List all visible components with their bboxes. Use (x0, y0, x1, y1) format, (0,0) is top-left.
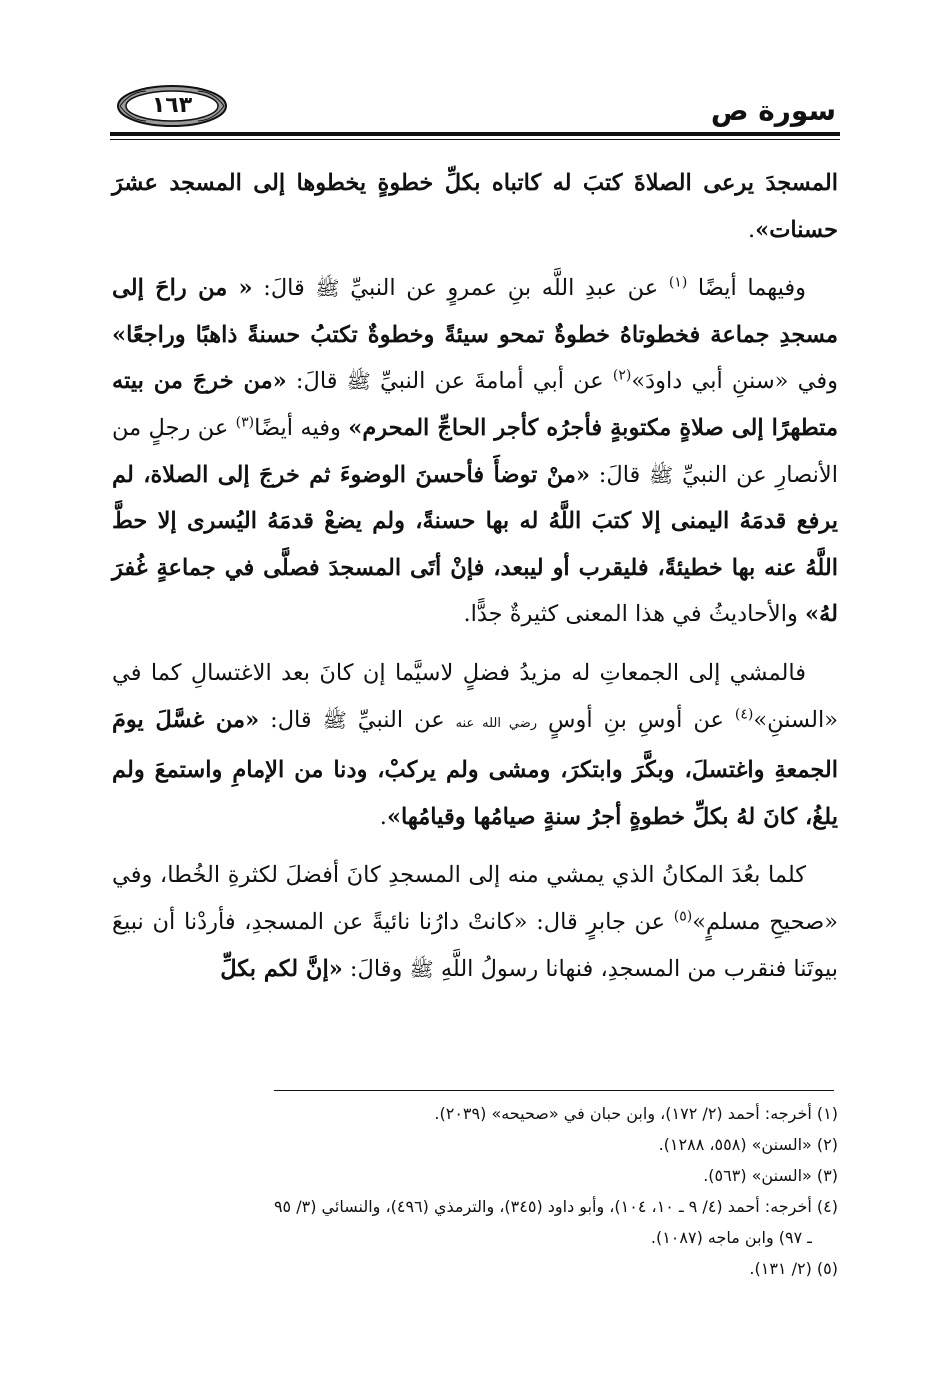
page-header (110, 78, 840, 148)
footnote-ref-2: (٢) (612, 367, 632, 384)
hadith-quote: المسجدَ يرعى الصلاةَ كتبَ له كاتباه بكلِّ خطوةٍ يخطوها إلى المسجد عشرَ حسنات» (112, 170, 838, 243)
page-number: ١٦٣ (151, 93, 193, 118)
footnote-3: (٣) «السنن» (٥٦٣). (703, 1166, 838, 1185)
salawat-glyph: ﷺ (409, 956, 434, 981)
paragraph-1: المسجدَ يرعى الصلاةَ كتبَ له كاتباه بكلِّ خطوةٍ يخطوها إلى المسجد عشرَ حسنات». (112, 170, 838, 243)
hadith-quote: «من غسَّلَ يومَ الجمعةِ واغتسلَ، وبكَّرَ وابتكرَ، ومشى ولم يركبْ، ودنا من الإمامِ واستمعَ ولم يلغُ، كانَ لهُ بكلِّ خطوةٍ أجرُ سنةٍ صيامُها وقيامُها» (112, 706, 838, 830)
footnote-ref-1: (١) (668, 274, 688, 291)
salawat-glyph: ﷺ (346, 369, 371, 394)
footnote-ref-5: (٥) (673, 908, 693, 925)
salawat-glyph: ﷺ (322, 707, 347, 732)
header-rule (110, 132, 840, 136)
footnote-5: (٥) (٢/ ١٣١). (749, 1259, 838, 1278)
footnote-4-continued: ـ ٩٧) وابن ماجه (١٠٨٧). (650, 1228, 812, 1247)
footnote-ref-3: (٣) (235, 414, 255, 431)
paragraph-2: وفيهما أيضًا $^{(١)}$ عن عبدِ اللَّه بنِ عمروٍ عن النبيِّ ﷺ قالَ: « من راحَ إلى مسجدِ جماعة فخطوتاهُ خطوةٌ تمحو سيئةً وخطوةٌ تكتبُ حسنةً ذاهبًا وراجعًا» وفي «سننِ أبي داودَ»$^{(٢)}$ عن أبي أمامةَ عن النبيِّ ﷺ قالَ: «من خرجَ من بيته متطهرًا إلى صلاةٍ مكتوبةٍ فأجرُه كأجر الحاجِّ المحرم» وفيه أيضًا$^{(٣)}$ عن رجلٍ من الأنصارِ عن النبيِّ ﷺ قالَ: «منْ توضأَ فأحسنَ الوضوءَ ثم خرجَ إلى الصلاة، لم يرفع قدمَهُ اليمنى إلا كتبَ اللَّهُ له بها حسنةً، ولم يضعْ قدمَهُ اليُسرى إلا حطَّ اللَّهُ عنه بها خطيئةً، فليقرب أو ليبعد، فإنْ أتَى المسجدَ فصلَّى في جماعةٍ غُفرَ لهُ» والأحاديثُ في هذا المعنى كثيرةٌ جدًّا. (112, 274, 839, 628)
page-number-badge (116, 84, 228, 128)
footnote-4: (٤) أخرجه: أحمد (٤/ ٩ ـ ١٠، ١٠٤)، وأبو داود (٣٤٥)، والترمذي (٤٩٦)، والنسائي (٣/ ٩٥ (273, 1197, 838, 1216)
paragraph-3: فالمشي إلى الجمعاتِ له مزيدُ فضلٍ لاسيَّما إن كانَ بعد الاغتسالِ كما في «السننِ»$^{(٤)}$ عن أوسِ بنِ أوسٍ رضي الله عنه عن النبيِّ ﷺ قال: «من غسَّلَ يومَ الجمعةِ واغتسلَ، وبكَّرَ وابتكرَ، ومشى ولم يركبْ، ودنا من الإمامِ واستمعَ ولم يلغُ، كانَ لهُ بكلِّ خطوةٍ أجرُ سنةٍ صيامُها وقيامُها». (112, 659, 838, 830)
footnote-separator (274, 1090, 834, 1091)
hadith-quote: « من راحَ إلى مسجدِ جماعة فخطوتاهُ خطوةٌ تمحو سيئةً وخطوةٌ تكتبُ حسنةً ذاهبًا وراجعًا» (112, 275, 838, 348)
footnote-1: (١) أخرجه: أحمد (٢/ ١٧٢)، وابن حبان في «صحيحه» (٢٠٣٩). (434, 1104, 838, 1123)
hadith-quote: «منْ توضأَ فأحسنَ الوضوءَ ثم خرجَ إلى الصلاة، لم يرفع قدمَهُ اليمنى إلا كتبَ اللَّهُ له بها حسنةً، ولم يضعْ قدمَهُ اليُسرى إلا حطَّ اللَّهُ عنه بها خطيئةً، فليقرب أو ليبعد، فإنْ أتَى المسجدَ فصلَّى في جماعةٍ غُفرَ لهُ» (112, 461, 838, 628)
radiallahu-glyph: رضي الله عنه (455, 715, 538, 731)
salawat-glyph: ﷺ (649, 462, 674, 487)
surah-title: سورة ص (710, 94, 836, 127)
hadith-quote: «من خرجَ من بيته متطهرًا إلى صلاةٍ مكتوبةٍ فأجرُه كأجر الحاجِّ المحرم» (112, 368, 839, 441)
hadith-quote: «إنَّ لكم بكلِّ (220, 955, 343, 982)
main-text (112, 160, 838, 1004)
salawat-glyph: ﷺ (315, 276, 340, 301)
paragraph-4: كلما بعُدَ المكانُ الذي يمشي منه إلى المسجدِ كانَ أفضلَ لكثرةِ الخُطا، وفي «صحيحِ مسلمٍ»$^{(٥)}$ عن جابرٍ قال: «كانتْ دارُنا نائيةً عن المسجدِ، فأردْنا أن نبيعَ بيوتَنا فنقرب من المسجدِ، فنهانا رسولُ اللَّهِ ﷺ وقالَ: «إنَّ لكم بكلِّ (112, 862, 838, 982)
footnotes (112, 1098, 838, 1284)
footnote-ref-4: (٤) (734, 706, 754, 723)
header-rule-thin (110, 139, 840, 140)
footnote-2: (٢) «السنن» (٥٥٨، ١٢٨٨). (658, 1135, 838, 1154)
